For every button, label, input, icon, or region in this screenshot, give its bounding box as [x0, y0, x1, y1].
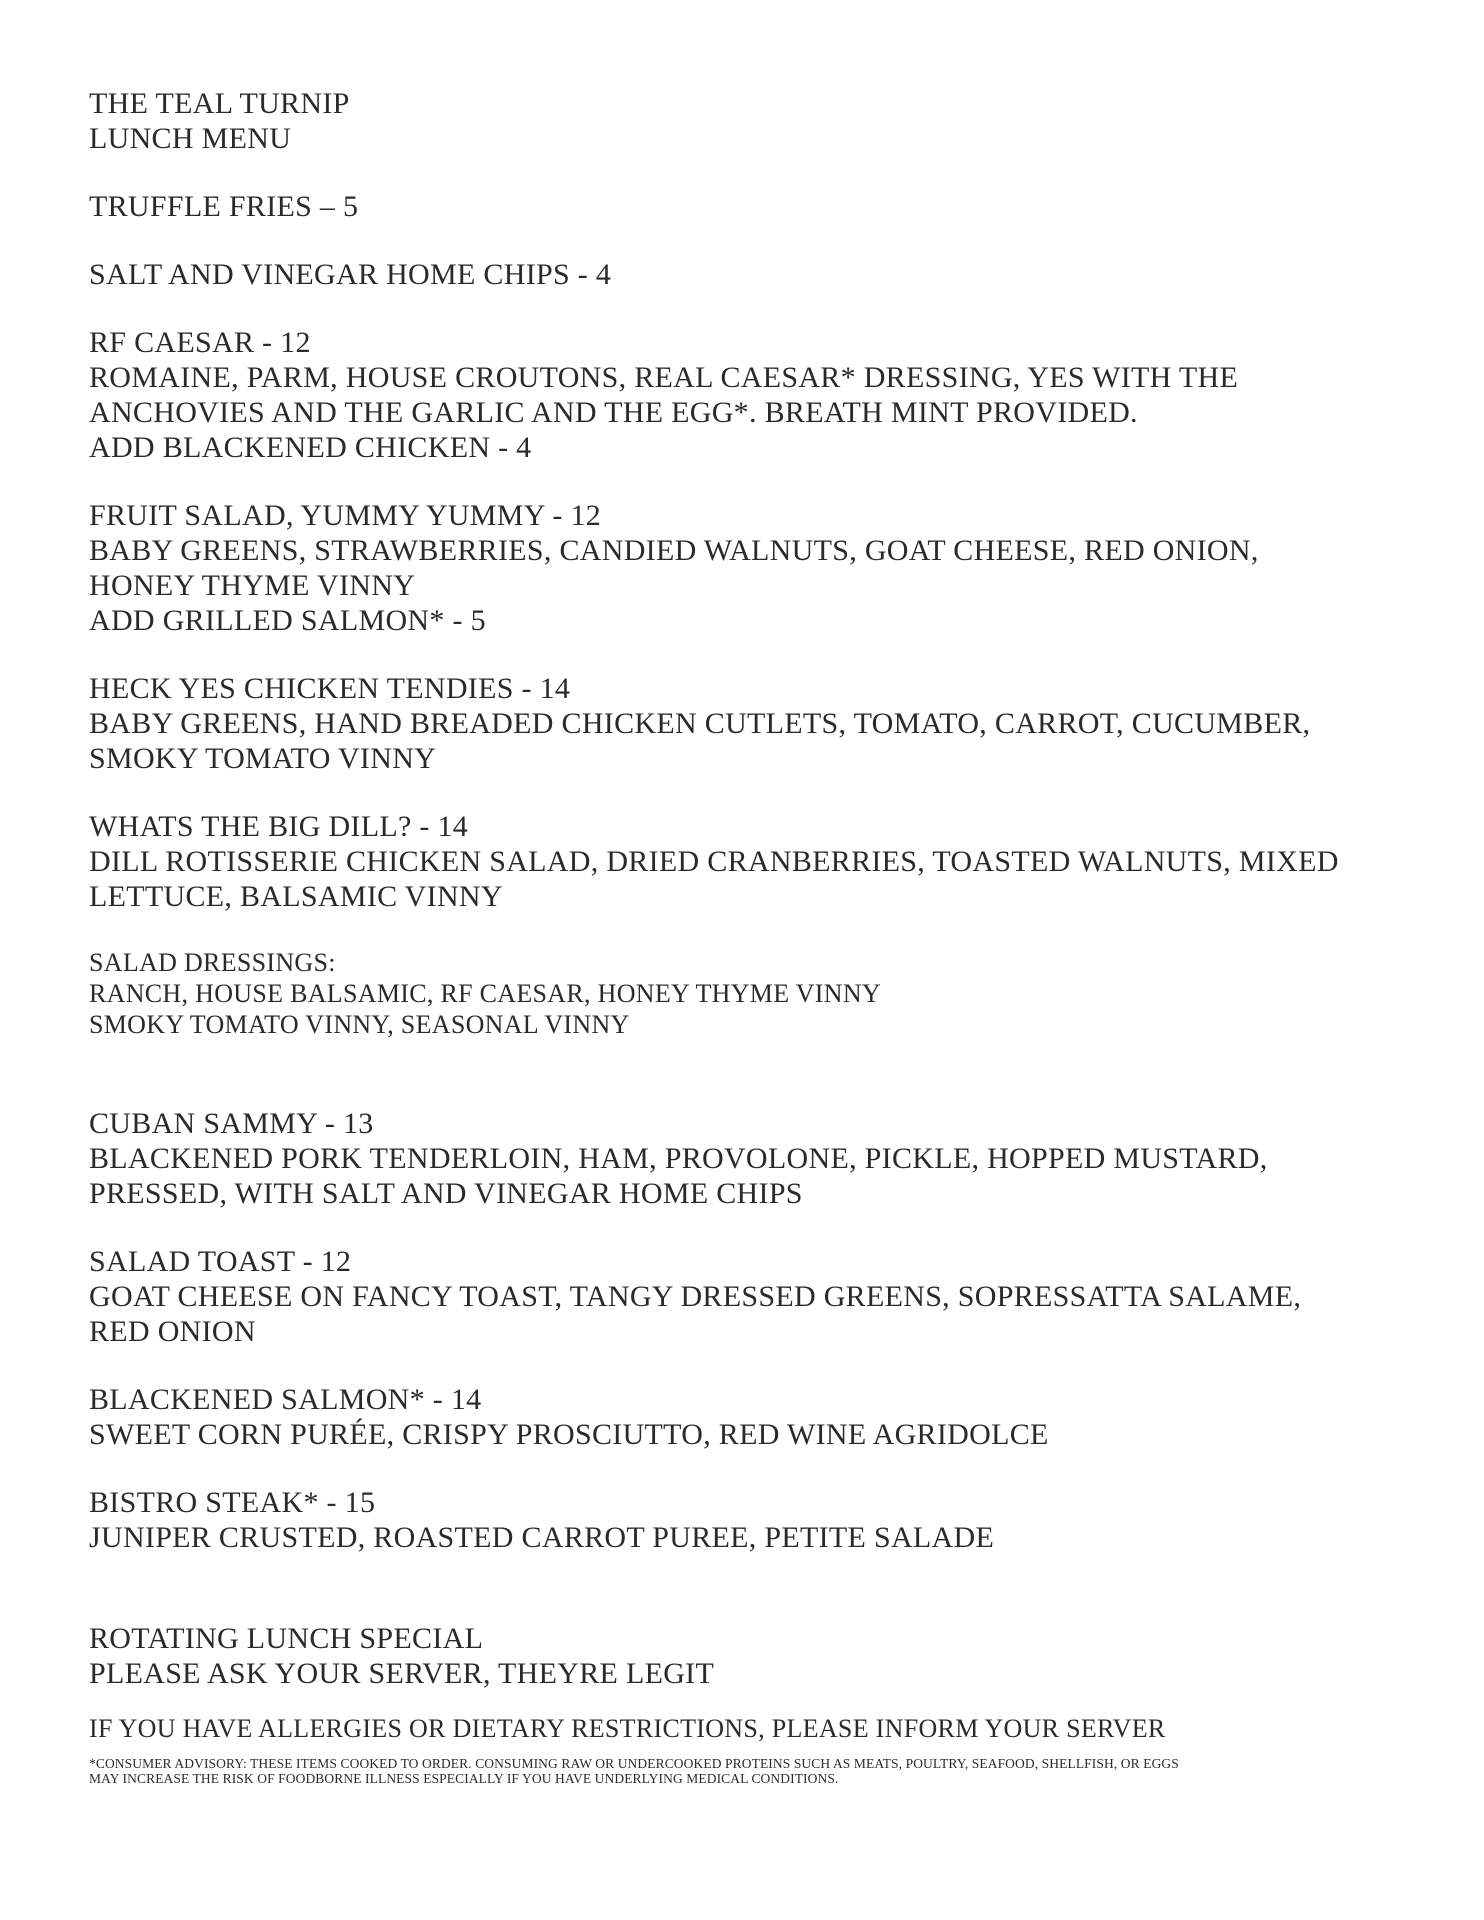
item-addon: ADD GRILLED SALMON* - 5 — [89, 604, 486, 637]
item-title: SALAD TOAST - 12 — [89, 1245, 352, 1278]
menu-item-fruit-salad — [89, 498, 1429, 638]
special-title: ROTATING LUNCH SPECIAL — [89, 1622, 484, 1655]
item-description: SMOKY TOMATO VINNY — [89, 742, 437, 775]
item-description: LETTUCE, BALSAMIC VINNY — [89, 880, 503, 913]
menu-item-big-dill — [89, 809, 1429, 914]
item-description: HONEY THYME VINNY — [89, 569, 416, 602]
menu-item-cuban-sammy — [89, 1106, 1429, 1211]
menu-item-truffle-fries: TRUFFLE FRIES – 5 — [89, 190, 359, 223]
advisory-line: MAY INCREASE THE RISK OF FOODBORNE ILLNESS ESPECIALLY IF YOU HAVE UNDERLYING MEDICAL CONDITIONS. — [89, 1771, 839, 1786]
item-title: WHATS THE BIG DILL? - 14 — [89, 810, 469, 843]
item-description: SWEET CORN PURÉE, CRISPY PROSCIUTTO, RED WINE AGRIDOLCE — [89, 1418, 1049, 1451]
menu-item-home-chips: SALT AND VINEGAR HOME CHIPS - 4 — [89, 258, 612, 291]
item-title: CUBAN SAMMY - 13 — [89, 1107, 374, 1140]
item-description: BABY GREENS, STRAWBERRIES, CANDIED WALNUTS, GOAT CHEESE, RED ONION, — [89, 534, 1259, 567]
dressings-list: RANCH, HOUSE BALSAMIC, RF CAESAR, HONEY THYME VINNY — [89, 979, 881, 1008]
menu-item-rf-caesar — [89, 325, 1429, 465]
allergy-note: IF YOU HAVE ALLERGIES OR DIETARY RESTRICTIONS, PLEASE INFORM YOUR SERVER — [89, 1714, 1166, 1743]
menu-item-bistro-steak — [89, 1485, 1429, 1555]
item-description: ANCHOVIES AND THE GARLIC AND THE EGG*. BREATH MINT PROVIDED. — [89, 396, 1138, 429]
rotating-special-section — [89, 1621, 1429, 1691]
item-description: ROMAINE, PARM, HOUSE CROUTONS, REAL CAESAR* DRESSING, YES WITH THE — [89, 361, 1239, 394]
restaurant-name: THE TEAL TURNIP — [89, 87, 350, 120]
menu-header — [89, 86, 1429, 156]
item-title: BLACKENED SALMON* - 14 — [89, 1383, 482, 1416]
item-description: PRESSED, WITH SALT AND VINEGAR HOME CHIPS — [89, 1177, 803, 1210]
item-description: RED ONION — [89, 1315, 256, 1348]
advisory-line: *CONSUMER ADVISORY: THESE ITEMS COOKED TO ORDER. CONSUMING RAW OR UNDERCOOKED PROTEINS SUCH AS MEATS, POULTRY, SEAFOOD, SHELLFISH, OR EGGS — [89, 1756, 1179, 1771]
item-title: BISTRO STEAK* - 15 — [89, 1486, 376, 1519]
item-description: JUNIPER CRUSTED, ROASTED CARROT PUREE, PETITE SALADE — [89, 1521, 995, 1554]
item-description: GOAT CHEESE ON FANCY TOAST, TANGY DRESSED GREENS, SOPRESSATTA SALAME, — [89, 1280, 1302, 1313]
menu-title: LUNCH MENU — [89, 122, 292, 155]
dressings-heading: SALAD DRESSINGS: — [89, 948, 336, 977]
dressings-list: SMOKY TOMATO VINNY, SEASONAL VINNY — [89, 1010, 630, 1039]
item-description: BLACKENED PORK TENDERLOIN, HAM, PROVOLONE, PICKLE, HOPPED MUSTARD, — [89, 1142, 1268, 1175]
salad-dressings-section — [89, 947, 1429, 1040]
item-description: DILL ROTISSERIE CHICKEN SALAD, DRIED CRANBERRIES, TOASTED WALNUTS, MIXED — [89, 845, 1339, 878]
item-addon: ADD BLACKENED CHICKEN - 4 — [89, 431, 532, 464]
item-title: FRUIT SALAD, YUMMY YUMMY - 12 — [89, 499, 602, 532]
menu-item-blackened-salmon — [89, 1382, 1429, 1452]
menu-document — [89, 86, 1429, 1786]
item-title: HECK YES CHICKEN TENDIES - 14 — [89, 672, 571, 705]
item-title: RF CAESAR - 12 — [89, 326, 311, 359]
menu-item-chicken-tendies — [89, 671, 1429, 776]
consumer-advisory — [89, 1756, 1429, 1786]
menu-item-salad-toast — [89, 1244, 1429, 1349]
special-description: PLEASE ASK YOUR SERVER, THEYRE LEGIT — [89, 1657, 715, 1690]
item-description: BABY GREENS, HAND BREADED CHICKEN CUTLETS, TOMATO, CARROT, CUCUMBER, — [89, 707, 1311, 740]
